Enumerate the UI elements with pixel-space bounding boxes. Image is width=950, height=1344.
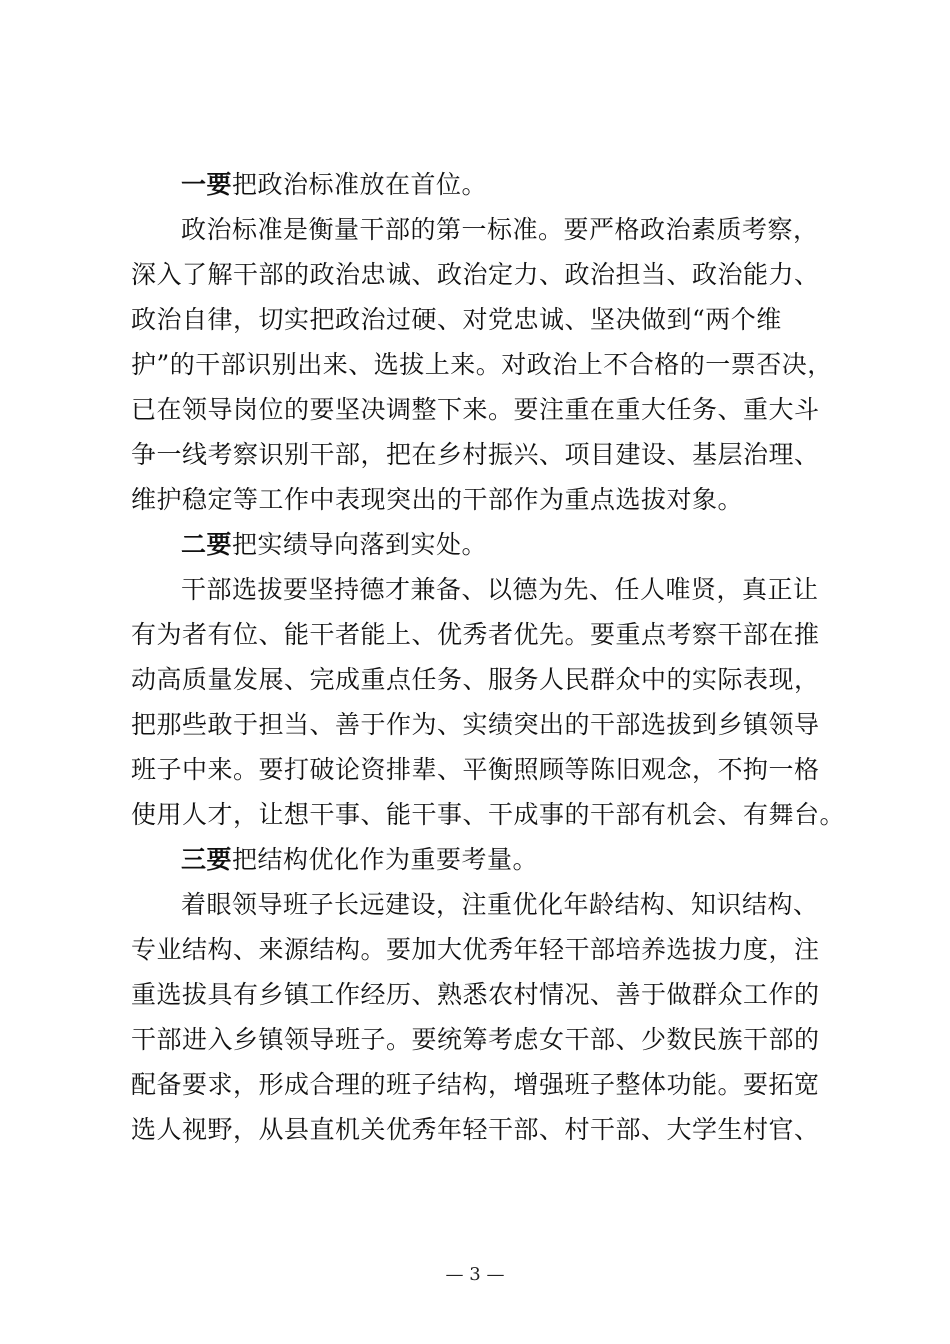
- heading-strong: 一要: [181, 170, 233, 199]
- section-heading-1: [131, 162, 831, 207]
- paragraph-line: 着眼领导班子长远建设，注重优化年龄结构、知识结构、: [181, 890, 819, 919]
- paragraph-line: 深入了解干部的政治忠诚、政治定力、政治担当、政治能力、: [131, 260, 820, 289]
- heading-strong: 二要: [181, 530, 233, 559]
- paragraph-line: 重选拔具有乡镇工作经历、熟悉农村情况、善于做群众工作的: [131, 980, 820, 1009]
- heading-strong: 三要: [181, 845, 233, 874]
- paragraph-line: 动高质量发展、完成重点任务、服务人民群众中的实际表现，: [131, 665, 820, 694]
- paragraph-line: 维护稳定等工作中表现突出的干部作为重点选拔对象。: [131, 485, 744, 514]
- page-number: — 3 —: [445, 1264, 505, 1285]
- paragraph-line: 专业结构、来源结构。要加大优秀年轻干部培养选拔力度，注: [131, 935, 820, 964]
- paragraph-line: 班子中来。要打破论资排辈、平衡照顾等陈旧观念，不拘一格: [131, 755, 820, 784]
- paragraph-line: 已在领导岗位的要坚决调整下来。要注重在重大任务、重大斗: [131, 395, 820, 424]
- document-body: [131, 162, 846, 1152]
- paragraph-line: 配备要求，形成合理的班子结构，增强班子整体功能。要拓宽: [131, 1070, 820, 1099]
- section-heading-3: [131, 837, 831, 882]
- paragraph-line: 有为者有位、能干者能上、优秀者优先。要重点考察干部在推: [131, 620, 820, 649]
- heading-text: 把实绩导向落到实处。: [232, 530, 488, 559]
- paragraph-line: 政治自律，切实把政治过硬、对党忠诚、坚决做到“两个维: [131, 305, 782, 334]
- heading-text: 把结构优化作为重要考量。: [232, 845, 539, 874]
- section-heading-2: [131, 522, 831, 567]
- paragraph-line: 护”的干部识别出来、选拔上来。对政治上不合格的一票否决，: [131, 350, 833, 379]
- paragraph-line: 政治标准是衡量干部的第一标准。要严格政治素质考察，: [181, 215, 819, 244]
- paragraph-line: 争一线考察识别干部，把在乡村振兴、项目建设、基层治理、: [131, 440, 820, 469]
- paragraph-line: 选人视野，从县直机关优秀年轻干部、村干部、大学生村官、: [131, 1115, 820, 1144]
- paragraph-line: 干部选拔要坚持德才兼备、以德为先、任人唯贤，真正让: [181, 575, 819, 604]
- heading-text: 把政治标准放在首位。: [232, 170, 488, 199]
- paragraph-line: 干部进入乡镇领导班子。要统筹考虑女干部、少数民族干部的: [131, 1025, 820, 1054]
- paragraph-line: 使用人才，让想干事、能干事、干成事的干部有机会、有舞台。: [131, 800, 846, 829]
- paragraph-line: 把那些敢于担当、善于作为、实绩突出的干部选拔到乡镇领导: [131, 710, 820, 739]
